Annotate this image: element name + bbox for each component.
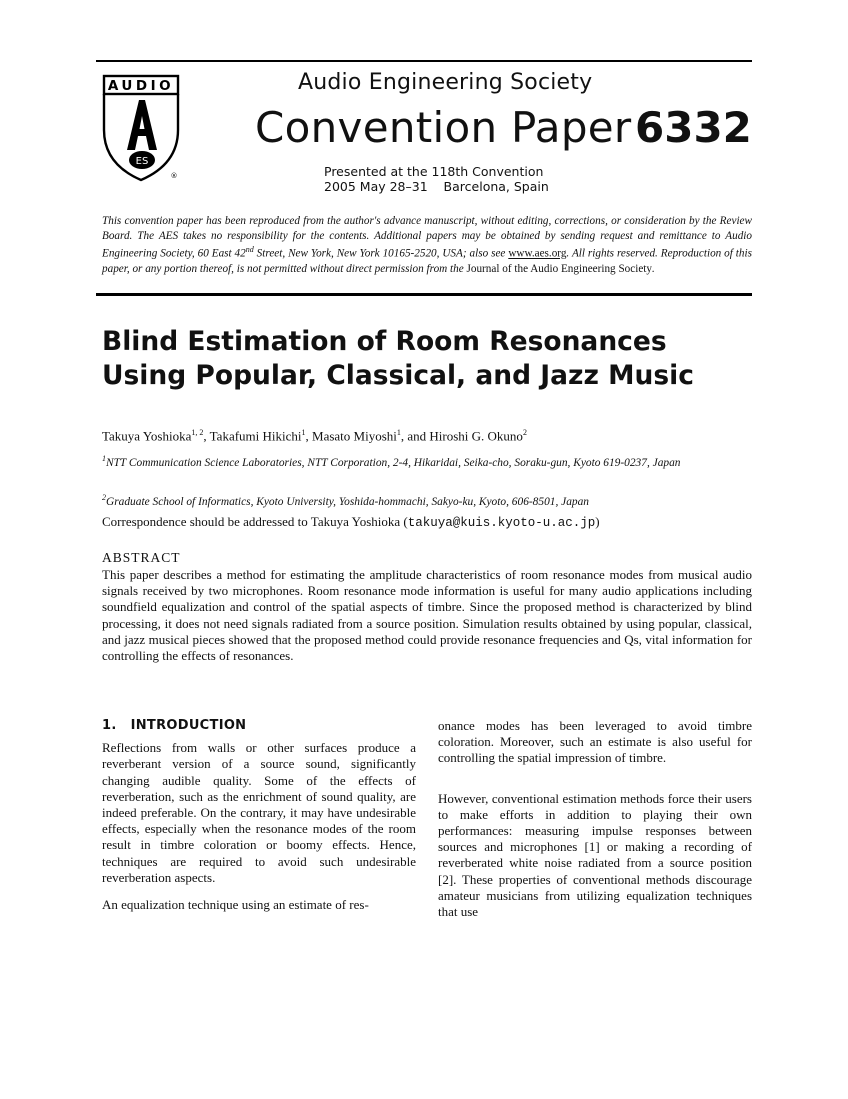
correspondence-email[interactable]: takuya@kuis.kyoto-u.ac.jp	[407, 516, 596, 530]
author-1: Takuya Yoshioka	[102, 428, 192, 444]
notice-part-1: This convention paper has been reproduced from the author's advance manuscript, without editing, corrections, or consideration by the Review Board. The AES takes no responsibility for the contents. Additional papers may be obtained by sending request and remittance to Audio Engineering Society, 60 East 42	[102, 215, 752, 260]
logo-audio-text: AUDIO	[107, 78, 175, 94]
aes-logo	[100, 72, 182, 184]
society-name: Audio Engineering Society	[298, 70, 593, 95]
affiliation-1-text: NTT Communication Science Laboratories, NTT Corporation, 2-4, Hikaridai, Seika-cho, Soraku-gun, Kyoto 619-0237, Japan	[106, 456, 681, 469]
affiliation-1-number: 1	[102, 454, 106, 463]
aes-logo-icon	[100, 72, 182, 184]
affiliation-2-text: Graduate School of Informatics, Kyoto University, Yoshida-hommachi, Sakyo-ku, Kyoto, 606-8501, Japan	[106, 495, 589, 508]
intro-paragraph-1: Reflections from walls or other surfaces produce a reverberant version of a source sound, significantly changing audible quality. Some of the effects of reverberation, such as the enrichment of sound quality, are indeed preferable. On the contrary, it may have undesirable effects, especially when the resonance modes of the room result in timbre coloration or boomy effects. Hence, techniques are required to avoid such undesirable reverberation aspects.	[102, 740, 416, 885]
right-column	[438, 718, 752, 931]
affiliation-1	[102, 451, 752, 471]
paper-title: Blind Estimation of Room Resonances Using Popular, Classical, and Jazz Music	[102, 326, 694, 391]
top-rule	[96, 60, 752, 62]
document-type: Convention Paper	[255, 103, 632, 152]
logo-es-text: ES	[135, 156, 149, 167]
header-bottom-rule	[96, 293, 752, 296]
author-3: , Masato Miyoshi	[305, 428, 397, 444]
presented-line-2: 2005 May 28–31 Barcelona, Spain	[324, 179, 549, 194]
abstract-heading: ABSTRACT	[102, 550, 181, 565]
intro-paragraph-2: An equalization technique using an estimate of res-	[102, 897, 369, 913]
notice-part-2: Street, New York, New York 10165-2520, USA; also see	[253, 247, 509, 260]
affiliation-2	[102, 490, 752, 510]
logo-registered-mark: ®	[170, 172, 178, 180]
notice-end: .	[652, 262, 655, 275]
notice-part-3: . All rights reserved. Reproduction of this paper, or any portion thereof, is not permitted without direct permission from the	[102, 247, 752, 275]
journal-name: Journal of the Audio Engineering Society	[466, 262, 653, 275]
affiliation-2-number: 2	[102, 493, 106, 502]
author-4-affil: 2	[522, 428, 527, 437]
author-4: , and Hiroshi G. Okuno	[400, 428, 523, 444]
author-3-affil: 1	[396, 428, 401, 437]
presented-info	[324, 164, 549, 194]
author-2-affil: 1	[301, 428, 306, 437]
section-number: 1.	[102, 718, 117, 733]
presented-line-1: Presented at the 118th Convention	[324, 164, 544, 179]
left-column	[102, 718, 416, 924]
author-1-affil: 1, 2	[191, 428, 204, 437]
author-2: , Takafumi Hikichi	[203, 428, 302, 444]
intro-paragraph-3: However, conventional estimation methods force their users to make efforts in addition to playing their own performances: measuring impulse responses between sources and microphones [1] or making a recording of reverberated white noise radiated from a source position [2]. These properties of conventional methods discourage amateur musicians from utilizing equalization techniques that use	[438, 790, 752, 920]
section-heading	[102, 718, 416, 734]
intro-paragraph-2-cont: onance modes has been leveraged to avoid timbre coloration. Moreover, such an estimate is also useful for controlling the spatial impression of timbre.	[438, 718, 752, 766]
correspondence-end: )	[595, 514, 600, 529]
paper-number: 6332	[635, 103, 752, 152]
correspondence-text: Correspondence should be addressed to Takuya Yoshioka (	[102, 514, 408, 529]
author-list	[102, 428, 527, 444]
copyright-notice	[102, 214, 752, 276]
abstract-body: This paper describes a method for estimating the amplitude characteristics of room resonance modes from musical audio signals received by two microphones. Room resonance mode information is useful for many audio applications including soundfield equalization and control of the spatial aspects of timbre. Since the proposed method is characterized by blind processing, it does not need signals radiated from a source position. Simulation results obtained by using popular, classical, and jazz musical pieces showed that the proposed method could provide resonance frequencies and Qs, vital information for controlling the effects of resonances.	[102, 567, 752, 664]
notice-superscript: nd	[245, 245, 254, 255]
correspondence	[102, 514, 600, 530]
section-title: INTRODUCTION	[130, 718, 247, 733]
aes-website-link[interactable]: www.aes.org	[508, 247, 567, 260]
